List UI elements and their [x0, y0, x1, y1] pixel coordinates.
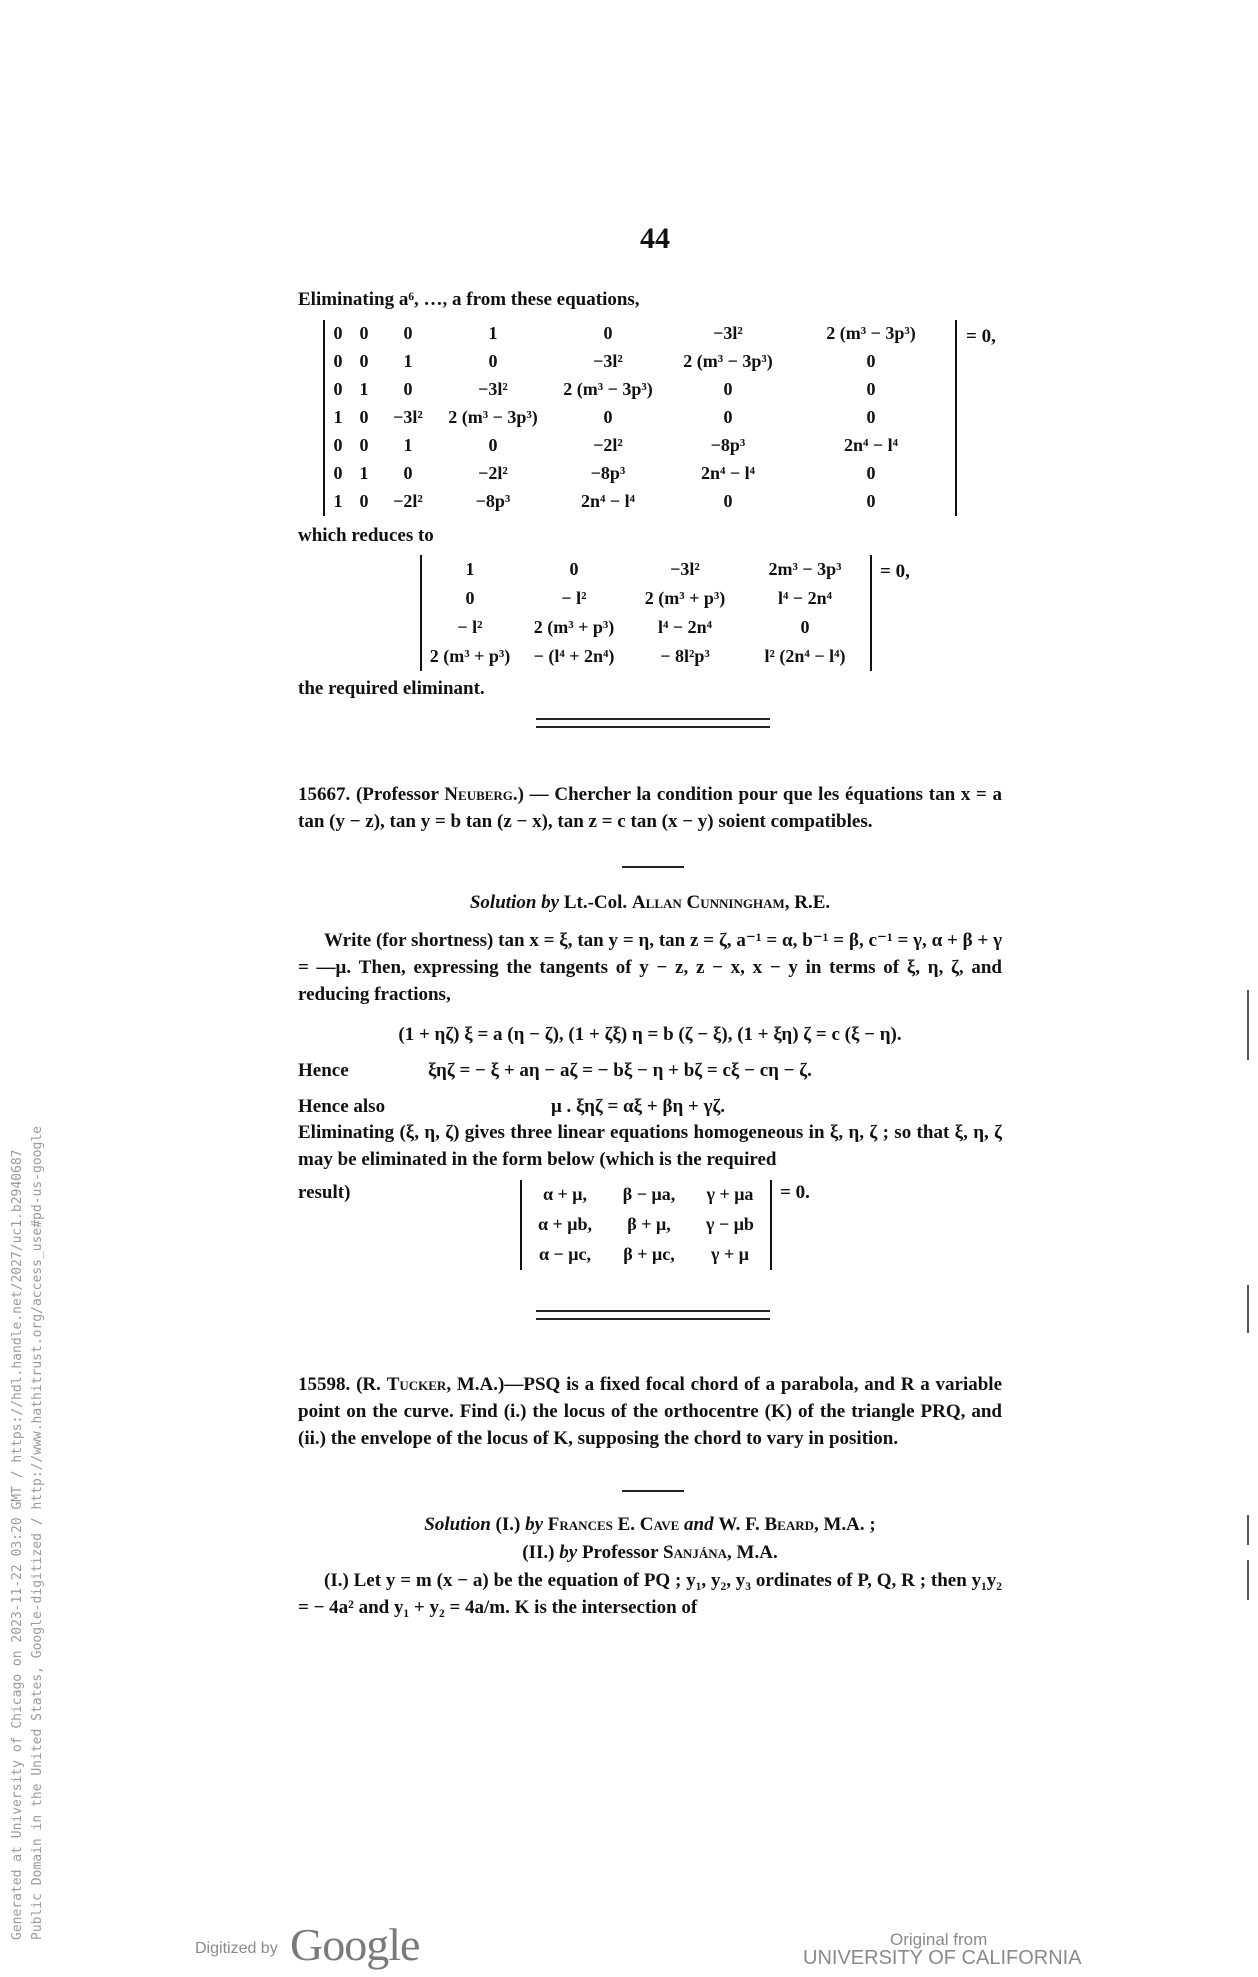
matrix-cell: −8p³ [590, 463, 626, 484]
google-logo: Google [290, 1919, 420, 1970]
matrix-row [422, 642, 870, 671]
matrix-cell: −3l² [478, 379, 508, 400]
matrix-cell: γ − μb [706, 1214, 754, 1235]
matrix-row [325, 460, 955, 488]
matrix-cell: − l² [457, 616, 483, 637]
matrix-cell: 0 [569, 558, 579, 579]
question-author: Tucker [386, 1374, 447, 1395]
matrix-cell: 2 (m³ − 3p³) [563, 379, 653, 400]
scan-mark [1247, 990, 1249, 1060]
matrix-cell: −3l² [393, 407, 423, 428]
matrix-cell: 0 [866, 379, 876, 400]
matrix-cell: 0 [603, 323, 613, 344]
reduces-text: which reduces to [298, 525, 434, 546]
matrix-cell: −2l² [593, 435, 623, 456]
matrix-cell: −2l² [393, 491, 423, 512]
page-number: 44 [640, 222, 670, 255]
determinant-3x3-equals: = 0. [780, 1182, 810, 1203]
matrix-cell: − (l⁴ + 2n⁴) [533, 645, 615, 666]
matrix-cell: 0 [800, 616, 810, 637]
matrix-cell: 2n⁴ − l⁴ [700, 463, 756, 484]
section-divider [536, 718, 770, 728]
original-from: Original from [890, 1930, 988, 1949]
matrix-cell: 0 [866, 491, 876, 512]
matrix-cell: 0 [333, 379, 343, 400]
matrix-cell: 0 [333, 435, 343, 456]
matrix-cell: 2 (m³ − 3p³) [683, 351, 773, 372]
matrix-cell: γ + μa [706, 1184, 754, 1205]
determinant-7x7 [323, 320, 957, 516]
question-15667: 15667. (Professor Neuberg.) — Chercher la condition pour que les équations tan x = a tan (y − z), tan y = b tan (z − x), tan z = c tan (x − y) soient compatibles. [298, 784, 1003, 832]
solution-author: Allan Cunningham [631, 892, 785, 913]
question-number: 15667. [298, 784, 351, 805]
solution-paragraph-15598: (I.) Let y = m (x − a) be the equation of PQ ; y₁, y₂, y₃ ordinates of P, Q, R ; then y₁y₂ = − 4a² and y₁ + y₂ = 4a/m. K is the intersection of [298, 1570, 1002, 1618]
side-watermark: Generated at University of Chicago on 2023-11-22 03:20 GMT / https://hdl.handle.net/2027/uc1.b2940687 Public Domain in the United States, Google-digitized / http://www.hathitrust.org/access_use#pd-us-google [10, 1126, 45, 1940]
matrix-row [325, 348, 955, 376]
matrix-cell: 0 [723, 491, 733, 512]
institution: UNIVERSITY OF CALIFORNIA [803, 1947, 1082, 1969]
matrix-cell: 0 [359, 323, 369, 344]
scan-mark [1247, 1515, 1249, 1545]
matrix-cell: 0 [333, 463, 343, 484]
determinant-4x4-equals: = 0, [880, 561, 910, 582]
question-15598: 15598. (R. Tucker, M.A.)—PSQ is a fixed focal chord of a parabola, and R a variable point on the curve. Find (i.) the locus of the orthocentre (K) of the triangle PRQ, and (ii.) the envelope of the locus of K, supposing the chord to vary in position. [298, 1374, 1003, 1449]
matrix-cell: 1 [465, 558, 475, 579]
matrix-cell: γ + μ [711, 1244, 749, 1265]
matrix-row [325, 404, 955, 432]
scan-mark [1247, 1560, 1249, 1600]
hence-line: Hence ξηζ = − ξ + aη − aζ = − bξ − η + bζ = cξ − cη − ζ. [298, 1060, 812, 1081]
matrix-row [522, 1180, 770, 1210]
matrix-cell: 2 (m³ − 3p³) [826, 323, 916, 344]
matrix-cell: 0 [488, 435, 498, 456]
determinant-4x4 [420, 555, 872, 671]
solution-heading-15667: Solution by Lt.-Col. Allan Cunningham, R.E. [469, 892, 831, 913]
matrix-cell: 0 [333, 351, 343, 372]
matrix-cell: l² (2n⁴ − l⁴) [764, 645, 846, 666]
solution-heading-15598-line1: Solution (I.) by Frances E. Cave and W. F. Beard, M.A. ; [424, 1514, 876, 1535]
matrix-cell: − 8l²p³ [660, 645, 710, 666]
matrix-cell: l⁴ − 2n⁴ [657, 616, 713, 637]
matrix-cell: −3l² [670, 558, 700, 579]
matrix-cell: 0 [723, 379, 733, 400]
matrix-cell: 0 [403, 463, 413, 484]
matrix-row [522, 1210, 770, 1240]
matrix-cell: 2m³ − 3p³ [768, 558, 842, 579]
matrix-cell: 1 [333, 491, 343, 512]
hence-also-line: Hence also μ . ξηζ = αξ + βη + γζ. [298, 1096, 726, 1117]
elimination-paragraph: Eliminating (ξ, η, ζ) gives three linear equations homogeneous in ξ, η, ζ ; so that ξ, η, ζ may be eliminated in the form below (which is the required [298, 1122, 1002, 1170]
matrix-cell: 0 [603, 407, 613, 428]
matrix-cell: − l² [561, 587, 587, 608]
matrix-row [325, 376, 955, 404]
matrix-cell: 2n⁴ − l⁴ [580, 491, 636, 512]
matrix-cell: 2 (m³ + p³) [429, 645, 511, 666]
matrix-cell: 0 [359, 351, 369, 372]
solution-heading-15598-line2: (II.) by Professor Sanjána, M.A. [522, 1542, 778, 1563]
matrix-cell: β + μ, [627, 1214, 671, 1235]
matrix-row [325, 320, 955, 348]
matrix-cell: 1 [333, 407, 343, 428]
determinant-7x7-equals: = 0, [966, 326, 996, 347]
matrix-row [422, 613, 870, 642]
matrix-cell: 0 [403, 379, 413, 400]
matrix-cell: 0 [488, 351, 498, 372]
matrix-cell: 0 [866, 407, 876, 428]
matrix-row [325, 432, 955, 460]
short-rule-2 [622, 1490, 684, 1492]
matrix-cell: 0 [403, 323, 413, 344]
matrix-row [422, 584, 870, 613]
matrix-cell: 2 (m³ + p³) [644, 587, 726, 608]
matrix-cell: α − μc, [539, 1244, 591, 1265]
determinant-3x3 [520, 1180, 772, 1270]
digitized-by: Digitized by [195, 1940, 278, 1957]
matrix-cell: 0 [866, 351, 876, 372]
matrix-row [325, 488, 955, 516]
matrix-cell: 2n⁴ − l⁴ [843, 435, 899, 456]
matrix-cell: 0 [866, 463, 876, 484]
matrix-cell: −8p³ [475, 491, 511, 512]
matrix-cell: 1 [403, 435, 413, 456]
matrix-cell: 0 [359, 491, 369, 512]
matrix-cell: 0 [333, 323, 343, 344]
matrix-cell: β − μa, [622, 1184, 676, 1205]
matrix-cell: −2l² [478, 463, 508, 484]
matrix-cell: α + μb, [537, 1214, 593, 1235]
matrix-cell: −3l² [593, 351, 623, 372]
matrix-cell: 1 [403, 351, 413, 372]
question-author: Neuberg. [444, 784, 518, 805]
matrix-cell: 0 [359, 435, 369, 456]
matrix-cell: 0 [723, 407, 733, 428]
result-label: result) [298, 1182, 351, 1203]
matrix-cell: 1 [359, 379, 369, 400]
matrix-cell: 1 [359, 463, 369, 484]
matrix-cell: 1 [488, 323, 498, 344]
matrix-cell: 0 [359, 407, 369, 428]
short-rule [622, 866, 684, 868]
solution-paragraph: Write (for shortness) tan x = ξ, tan y = η, tan z = ζ, a⁻¹ = α, b⁻¹ = β, c⁻¹ = γ, α + β + γ = —μ. Then, expressing the tangents of y − z, z − x, x − y in terms of ξ, η, ζ, and reducing fractions, [298, 930, 1002, 1005]
eliminant-text: the required eliminant. [298, 678, 485, 699]
intro-line: Eliminating a⁶, …, a from these equations, [298, 289, 640, 310]
matrix-cell: 2 (m³ + p³) [533, 616, 615, 637]
matrix-cell: l⁴ − 2n⁴ [777, 587, 833, 608]
equation-line: (1 + ηζ) ξ = a (η − ζ), (1 + ζξ) η = b (ζ − ξ), (1 + ξη) ζ = c (ξ − η). [398, 1024, 902, 1045]
scan-mark [1247, 1285, 1249, 1333]
matrix-cell: −3l² [713, 323, 743, 344]
matrix-row [422, 555, 870, 584]
matrix-cell: −8p³ [710, 435, 746, 456]
matrix-cell: 2 (m³ − 3p³) [448, 407, 538, 428]
matrix-cell: α + μ, [542, 1184, 587, 1205]
matrix-cell: β + μc, [623, 1244, 675, 1265]
matrix-cell: 0 [465, 587, 475, 608]
matrix-row [522, 1240, 770, 1270]
question-number: 15598. [298, 1374, 351, 1395]
section-divider-2 [536, 1310, 770, 1320]
